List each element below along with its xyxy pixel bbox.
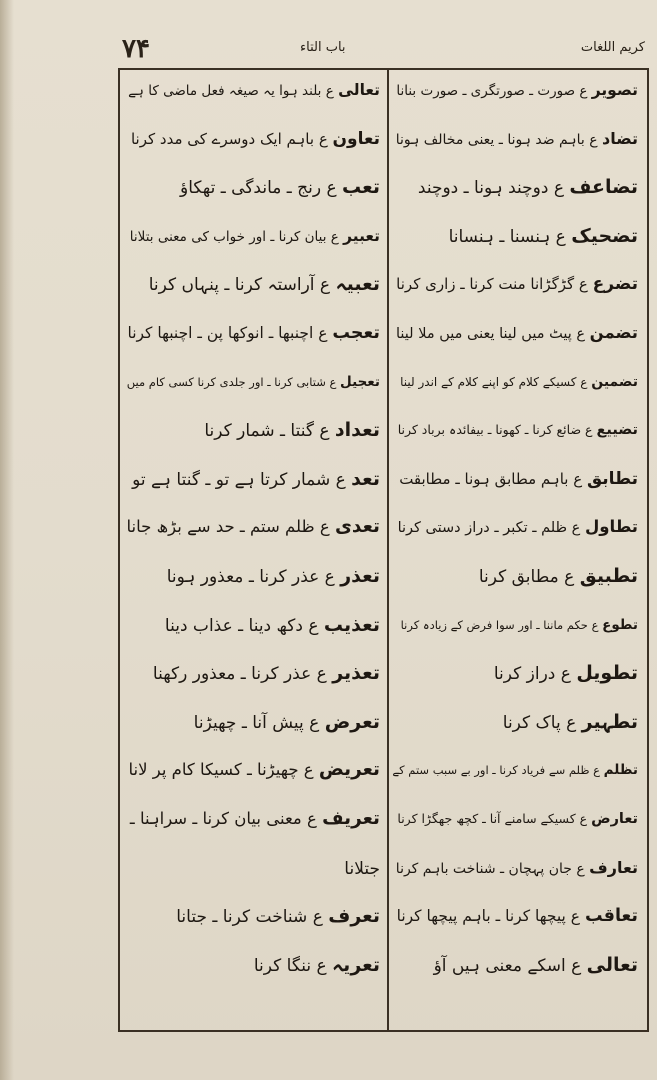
entry-headword: تعبیہ bbox=[335, 273, 380, 296]
entry-headword: تعذر bbox=[340, 565, 380, 587]
dictionary-entry bbox=[401, 613, 638, 637]
entry-headword: تعالی bbox=[338, 81, 380, 99]
right-column bbox=[390, 78, 642, 1018]
dictionary-entry bbox=[434, 953, 638, 978]
entry-headword: تطویل bbox=[576, 662, 638, 685]
page-number: ۷۴ bbox=[122, 34, 150, 64]
entry-headword: تعجیل bbox=[340, 373, 380, 390]
dictionary-entry bbox=[396, 127, 638, 152]
entry-gloss: ع بیان کرنا ـ اور خواب کی معنی بتلانا bbox=[129, 228, 339, 245]
dictionary-entry bbox=[149, 272, 380, 297]
dictionary-entry bbox=[153, 661, 380, 686]
entry-headword: تعد bbox=[351, 467, 380, 490]
entry-gloss: ع ننگا کرنا bbox=[253, 955, 327, 976]
entry-gloss: جتلانا bbox=[344, 858, 380, 879]
entry-gloss: ع چھیڑنا ـ کسیکا کام پر لانا bbox=[128, 760, 314, 780]
entry-headword: تضاد bbox=[602, 128, 638, 148]
entry-gloss: ع ضائع کرنا ـ کھونا ـ بیفائدہ برباد کرنا bbox=[397, 422, 593, 438]
entry-gloss: ع صورت ـ صورتگری ـ صورت بنانا bbox=[396, 83, 588, 99]
dictionary-entry bbox=[167, 564, 380, 589]
entry-headword: تطبیق bbox=[579, 565, 638, 587]
dictionary-entry bbox=[176, 904, 380, 929]
dictionary-entry bbox=[127, 515, 380, 539]
entry-headword: تعجب bbox=[332, 323, 380, 343]
dictionary-entry bbox=[399, 467, 638, 491]
dictionary-entry bbox=[130, 224, 380, 249]
entry-gloss: ع پیچھا کرنا ـ باہم پیچھا کرنا bbox=[396, 907, 581, 926]
entry-headword: تطوع bbox=[602, 616, 638, 633]
entry-gloss: ع شتابی کرنا ـ اور جلدی کرنا کسی کام میں bbox=[126, 374, 337, 389]
entry-headword: تضاعف bbox=[569, 176, 638, 199]
entry-headword: تعذیب bbox=[323, 613, 380, 636]
entry-headword: تعرف bbox=[328, 905, 380, 928]
entry-headword: تعریف bbox=[322, 808, 380, 829]
dictionary-entry bbox=[254, 953, 380, 978]
running-head: باب التاء bbox=[300, 40, 346, 55]
entry-gloss: ع گنتا ـ شمار کرنا bbox=[204, 421, 330, 442]
dictionary-entry bbox=[130, 807, 380, 831]
entry-headword: تعارض bbox=[591, 811, 638, 827]
entry-gloss: ع عذر کرنا ـ معذور رکھنا bbox=[152, 664, 327, 685]
entry-gloss: ع ظلم ـ تکبر ـ دراز دستی کرنا bbox=[397, 520, 581, 537]
entry-headword: تضمن bbox=[589, 323, 638, 342]
entry-gloss: ع دراز کرنا bbox=[493, 664, 571, 685]
entry-headword: تعاقب bbox=[584, 906, 638, 927]
entry-gloss: ع آراستہ کرنا ـ پنہاں کرنا bbox=[148, 275, 331, 296]
entry-headword: تعذیر bbox=[332, 662, 380, 685]
dictionary-entry bbox=[398, 515, 638, 540]
entry-gloss: ع جان پہچان ـ شناخت باہم کرنا bbox=[395, 860, 585, 877]
dictionary-entry bbox=[128, 78, 380, 103]
entry-headword: تضرع bbox=[592, 274, 638, 295]
entry-gloss: ع عذر کرنا ـ معذور ہونا bbox=[166, 567, 335, 587]
entry-gloss: ع دوچند ہونا ـ دوچند bbox=[417, 178, 564, 199]
entry-gloss: ع کسیکے کلام کو اپنے کلام کے اندر لینا bbox=[400, 374, 588, 389]
entry-gloss: ع رنج ـ ماندگی ـ تھکاؤ bbox=[180, 178, 337, 199]
dictionary-entry bbox=[127, 321, 380, 345]
dictionary-entry bbox=[127, 370, 380, 394]
dictionary-entry bbox=[165, 613, 380, 638]
entry-headword: تصویر bbox=[591, 81, 638, 99]
book-title: کریم اللغات bbox=[580, 40, 645, 55]
dictionary-entry bbox=[396, 856, 638, 881]
dictionary-entry bbox=[204, 418, 380, 443]
entry-headword: تعداد bbox=[334, 419, 380, 442]
entry-gloss: ع ظلم سے فریاد کرنا ـ اور بے سبب ستم کے bbox=[392, 763, 601, 778]
dictionary-entry bbox=[344, 856, 380, 881]
entry-gloss: ع پیش آنا ـ چھیڑنا bbox=[193, 712, 320, 733]
dictionary-entry bbox=[194, 710, 380, 735]
entry-headword: تعبیر bbox=[343, 226, 380, 245]
dictionary-entry bbox=[494, 661, 638, 686]
entry-headword: تعریض bbox=[318, 759, 380, 781]
entry-headword: تعالی bbox=[586, 953, 638, 976]
entry-gloss: ع شمار کرتا ہے تو ـ گنتا ہے تو bbox=[132, 469, 346, 490]
entry-gloss: ع ظلم ستم ـ حد سے بڑھ جانا bbox=[126, 517, 330, 537]
entry-gloss: ع کسیکے سامنے آنا ـ کچھ جھگڑا کرنا bbox=[397, 811, 588, 826]
entry-headword: تظلم bbox=[603, 762, 638, 779]
entry-gloss: ع پاک کرنا bbox=[502, 712, 577, 733]
entry-headword: تطابق bbox=[586, 468, 638, 489]
dictionary-entry bbox=[418, 175, 638, 200]
entry-gloss: ع بلند ہوا یہ صیغہ فعل ماضی کا ہے bbox=[128, 83, 334, 99]
dictionary-entry bbox=[397, 807, 638, 831]
dictionary-entry bbox=[449, 224, 638, 249]
entry-gloss: ع ہنسنا ـ ہنسانا bbox=[448, 226, 566, 247]
entry-headword: تعدی bbox=[334, 516, 380, 538]
dictionary-entry bbox=[479, 564, 638, 589]
dictionary-entry bbox=[132, 467, 380, 492]
entry-headword: تطاول bbox=[584, 517, 638, 537]
entry-gloss: ع پیٹ میں لینا یعنی میں ملا لینا bbox=[396, 326, 586, 342]
entry-gloss: ع اسکے معنی ہیں آؤ bbox=[433, 955, 582, 976]
entry-gloss: ع باہم مطابق ہونا ـ مطابقت bbox=[399, 469, 583, 488]
entry-gloss: ع گڑگڑانا منت کرنا ـ زاری کرنا bbox=[396, 275, 588, 294]
entry-headword: تضییع bbox=[596, 422, 638, 439]
left-column bbox=[122, 78, 384, 1018]
binding-shadow bbox=[0, 0, 14, 1080]
dictionary-entry bbox=[396, 321, 638, 346]
entry-headword: تعارف bbox=[589, 857, 638, 877]
dictionary-entry bbox=[396, 272, 638, 296]
entry-gloss: ع باہم ضد ہونا ـ یعنی مخالف ہونا bbox=[395, 131, 598, 148]
dictionary-entry bbox=[128, 758, 380, 782]
dictionary-entry bbox=[131, 127, 380, 151]
entry-headword: تعرض bbox=[324, 710, 380, 733]
column-divider bbox=[387, 70, 389, 1030]
entry-gloss: ع دکھ دینا ـ عذاب دینا bbox=[164, 615, 319, 636]
dictionary-entry bbox=[397, 904, 638, 928]
entry-gloss: ع حکم ماننا ـ اور سوا فرض کے زیادہ کرنا bbox=[400, 617, 599, 632]
entry-gloss: ع اچنبھا ـ انوکھا پن ـ اچنبھا کرنا bbox=[127, 324, 328, 342]
dictionary-entry bbox=[400, 370, 638, 394]
page-header bbox=[0, 30, 657, 70]
entry-headword: تضحیک bbox=[571, 224, 638, 247]
entry-headword: تضمین bbox=[591, 373, 638, 390]
entry-headword: تطہیر bbox=[581, 710, 638, 733]
entry-headword: تعاون bbox=[332, 128, 380, 149]
entry-headword: تعریہ bbox=[332, 953, 380, 976]
dictionary-entry bbox=[398, 418, 638, 442]
entry-gloss: ع باہم ایک دوسرے کی مدد کرنا bbox=[130, 129, 328, 148]
dictionary-entry bbox=[503, 710, 638, 735]
dictionary-entry bbox=[392, 758, 638, 782]
entry-gloss: ع معنی بیان کرنا ـ سراہنا ـ bbox=[129, 809, 317, 828]
entry-gloss: ع شناخت کرنا ـ جتانا bbox=[176, 907, 323, 928]
dictionary-entry bbox=[180, 175, 380, 200]
entry-headword: تعب bbox=[342, 176, 380, 199]
entry-gloss: ع مطابق کرنا bbox=[478, 567, 575, 587]
dictionary-entry bbox=[396, 78, 638, 103]
